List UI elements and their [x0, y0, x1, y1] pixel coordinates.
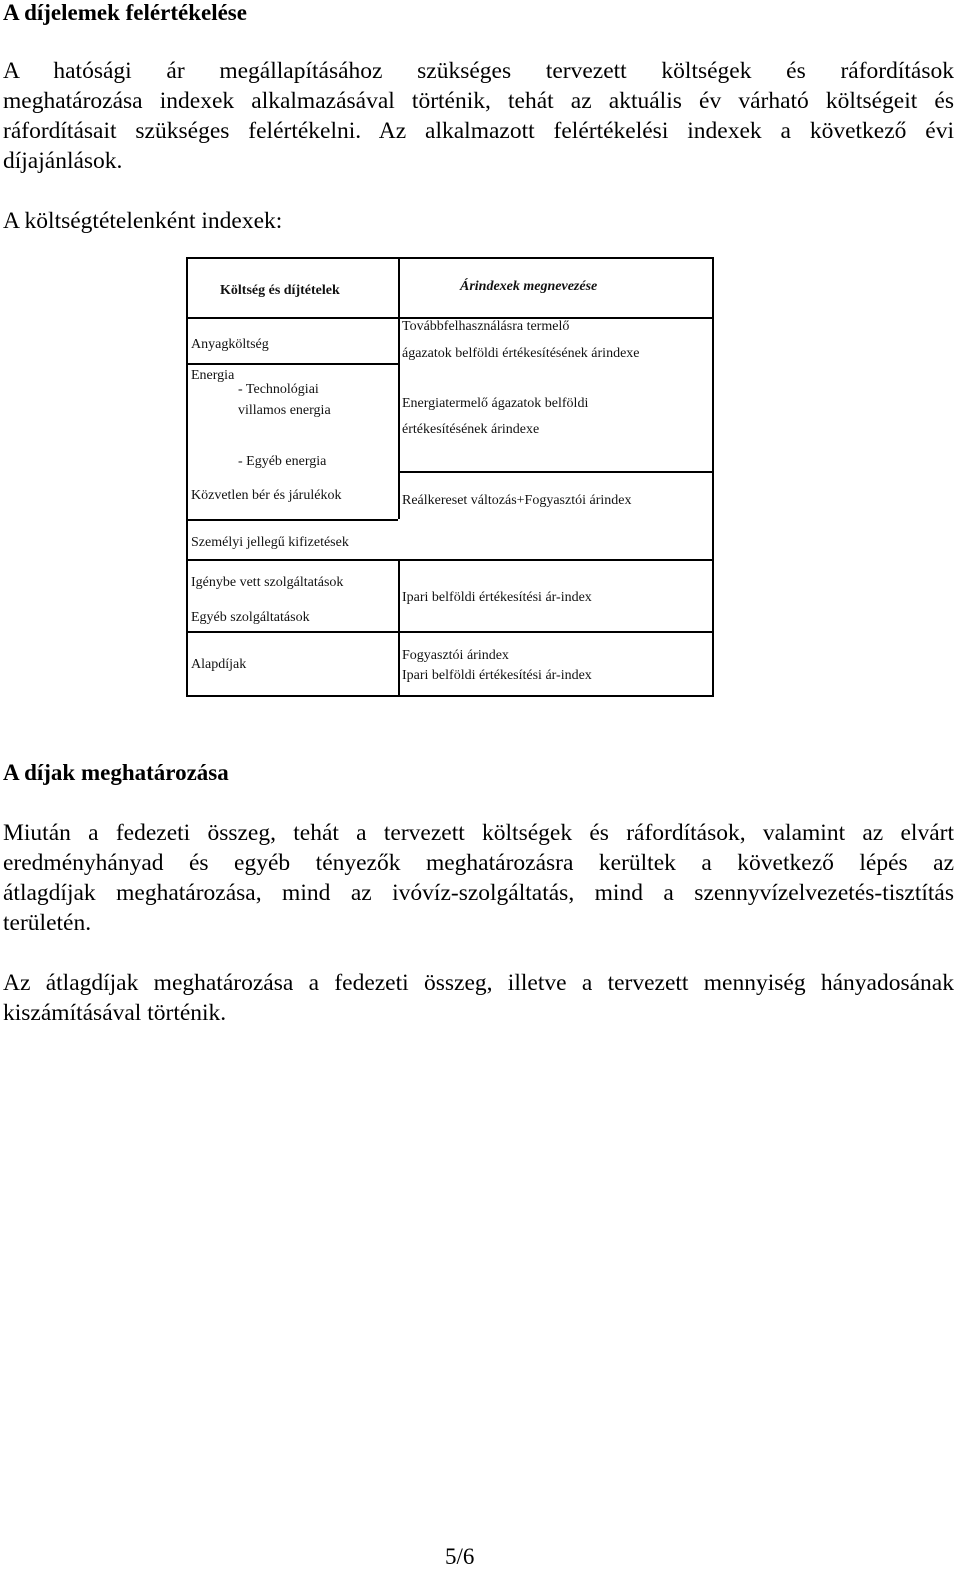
index-table: [186, 257, 714, 697]
cell-alapdijak: Alapdíjak: [191, 657, 247, 672]
paragraph-line: eredményhányad és egyéb tényezők meghatározásra kerültek a következő lépés az: [3, 850, 954, 876]
table-rule: [188, 519, 398, 521]
section-title-2: A díjak meghatározása: [3, 760, 229, 785]
cell-realkereset: Reálkereset változás+Fogyasztói árindex: [402, 493, 632, 508]
cell-anyagkoltseg: Anyagköltség: [191, 337, 269, 352]
table-rule: [188, 631, 712, 633]
table-divider: [398, 259, 400, 471]
section-title: A díjelemek felértékelése: [3, 0, 247, 25]
cell-igenybe: Igénybe vett szolgáltatások: [191, 575, 344, 590]
paragraph-line: A hatósági ár megállapításához szükséges tervezett költségek és ráfordítások: [3, 58, 954, 84]
cell-villamos-energia: villamos energia: [238, 403, 331, 418]
cell-szemelyi: Személyi jellegű kifizetések: [191, 535, 349, 550]
table-rule: [188, 559, 712, 561]
header-cost-items: Költség és díjtételek: [220, 283, 340, 298]
cell-kozvetlen-ber: Közvetlen bér és járulékok: [191, 488, 342, 503]
cell-energia-index-line2: értékesítésének árindexe: [402, 422, 540, 437]
cell-energia-index-line1: Energiatermelő ágazatok belföldi: [402, 396, 589, 411]
paragraph-line: átlagdíjak meghatározása, mind az ivóvíz-szolgáltatás, mind a szennyvízelvezetés-tisztítás: [3, 880, 954, 906]
paragraph-line: kiszámításával történik.: [3, 1000, 227, 1026]
cell-egyeb-szolg: Egyéb szolgáltatások: [191, 610, 310, 625]
header-price-indices: Árindexek megnevezése: [460, 279, 598, 294]
intro-paragraph: [3, 56, 954, 176]
cell-egyeb-energia: - Egyéb energia: [238, 454, 327, 469]
cell-ipari-index: Ipari belföldi értékesítési ár-index: [402, 590, 592, 605]
table-rule: [188, 363, 398, 365]
paragraph-line: meghatározása indexek alkalmazásával történik, tehát az aktuális év várható költségeit és: [3, 88, 954, 114]
paragraph-line: területén.: [3, 910, 92, 936]
table-intro: A költségtételenként indexek:: [3, 208, 283, 234]
cell-technologiai: - Technológiai: [238, 382, 319, 397]
page-number: 5/6: [445, 1544, 475, 1569]
cell-ipari-index-2: Ipari belföldi értékesítési ár-index: [402, 668, 592, 683]
cell-tovabb-line1: Továbbfelhasználásra termelő: [402, 319, 570, 334]
table-divider: [398, 471, 400, 519]
table-rule: [398, 471, 712, 473]
paragraph-line: Miután a fedezeti összeg, tehát a tervezett költségek és ráfordítások, valamint az elvárt: [3, 820, 954, 846]
paragraph-line: ráfordításait szükséges felértékelni. Az alkalmazott felértékelési indexek a következő évi: [3, 118, 954, 144]
cell-fogyasztoi: Fogyasztói árindex: [402, 648, 509, 663]
cell-tovabb-line2: ágazatok belföldi értékesítésének árindexe: [402, 346, 640, 361]
fees-paragraph-1: [3, 818, 954, 938]
table-divider: [398, 559, 400, 695]
cell-energia: Energia: [191, 368, 235, 383]
paragraph-line: díjajánlások.: [3, 148, 123, 174]
fees-paragraph-2: [3, 968, 954, 1028]
paragraph-line: Az átlagdíjak meghatározása a fedezeti összeg, illetve a tervezett mennyiség hányadosának: [3, 970, 954, 996]
